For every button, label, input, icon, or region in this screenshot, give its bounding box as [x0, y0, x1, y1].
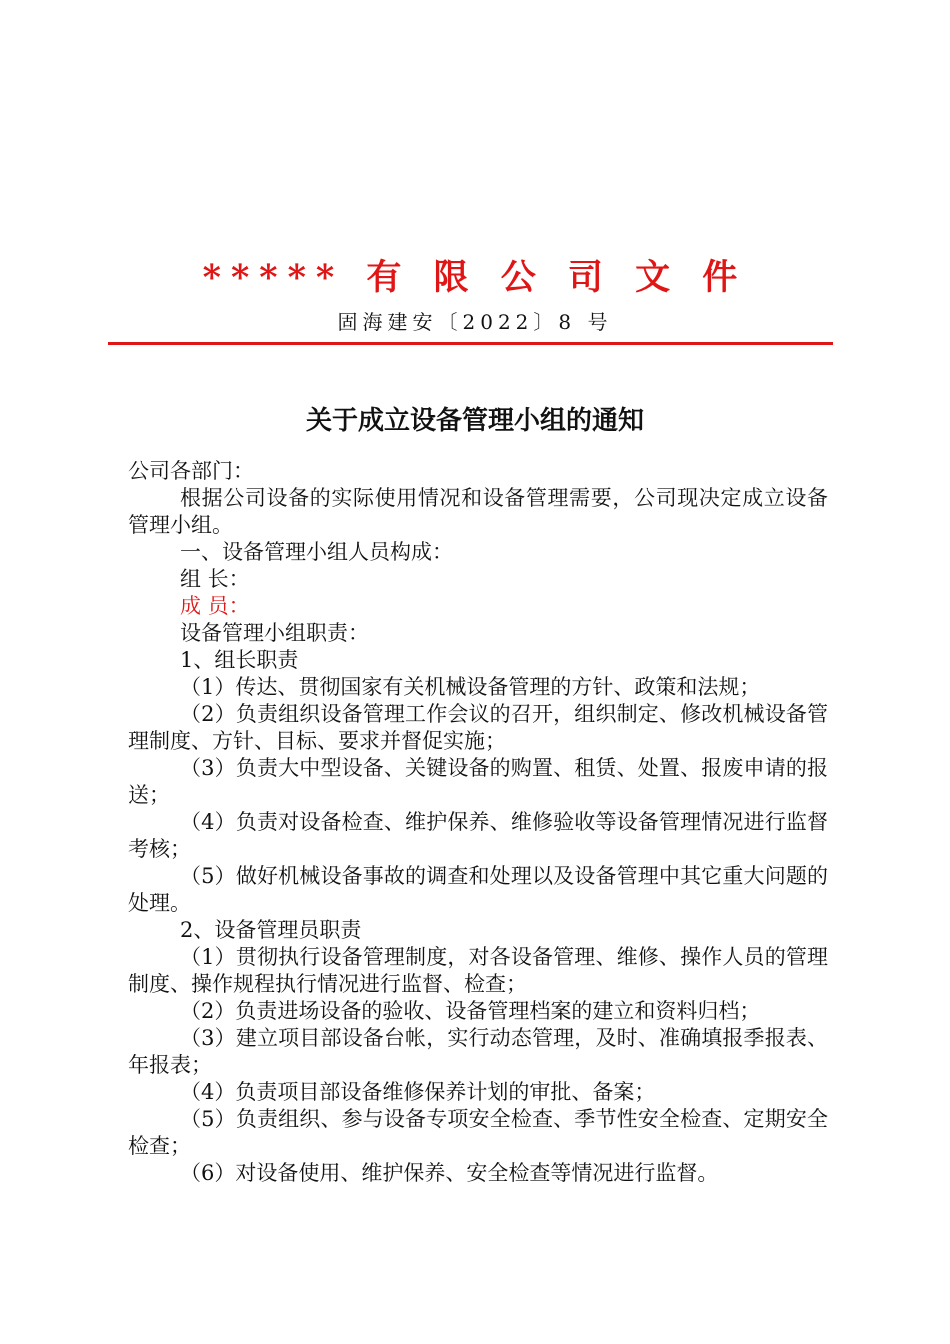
list-item: （5）负责组织、参与设备专项安全检查、季节性安全检查、定期安全检查；	[128, 1107, 828, 1158]
list-item: （1）贯彻执行设备管理制度，对各设备管理、维修、操作人员的管理制度、操作规程执行情况进行监督、检查；	[128, 945, 828, 996]
red-divider-line	[108, 342, 833, 345]
members-label: 成 员：	[180, 594, 250, 618]
list-item: （2）负责进场设备的验收、设备管理档案的建立和资料归档；	[180, 999, 761, 1023]
notice-title: 关于成立设备管理小组的通知	[305, 406, 644, 436]
document-number: 固海建安〔2022〕8 号	[337, 310, 613, 334]
section1-heading: 一、设备管理小组人员构成：	[180, 540, 453, 564]
leader-label: 组 长：	[180, 567, 250, 591]
intro-paragraph: 根据公司设备的实际使用情况和设备管理需要，公司现决定成立设备管理小组。	[128, 486, 828, 537]
document-header-title: ***** 有 限 公 司 文 件	[202, 257, 748, 298]
duties-heading: 设备管理小组职责：	[180, 621, 369, 645]
list-item: （3）建立项目部设备台帐，实行动态管理，及时、准确填报季报表、年报表；	[128, 1026, 828, 1077]
list-item: （1）传达、贯彻国家有关机械设备管理的方针、政策和法规；	[180, 675, 761, 699]
salutation: 公司各部门：	[128, 459, 254, 483]
list-item: （2）负责组织设备管理工作会议的召开，组织制定、修改机械设备管理制度、方针、目标、要求并督促实施；	[128, 702, 828, 753]
list-item: （6）对设备使用、维护保养、安全检查等情况进行监督。	[180, 1161, 719, 1185]
leader-duties-heading: 1、组长职责	[180, 648, 299, 672]
list-item: （4）负责对设备检查、维护保养、维修验收等设备管理情况进行监督考核；	[128, 810, 828, 861]
list-item: （3）负责大中型设备、关键设备的购置、租赁、处置、报废申请的报送；	[128, 756, 828, 807]
list-item: （4）负责项目部设备维修保养计划的审批、备案；	[180, 1080, 656, 1104]
manager-duties-heading: 2、设备管理员职责	[180, 918, 362, 942]
notice-body	[128, 458, 828, 1187]
list-item: （5）做好机械设备事故的调查和处理以及设备管理中其它重大问题的处理。	[128, 864, 828, 915]
